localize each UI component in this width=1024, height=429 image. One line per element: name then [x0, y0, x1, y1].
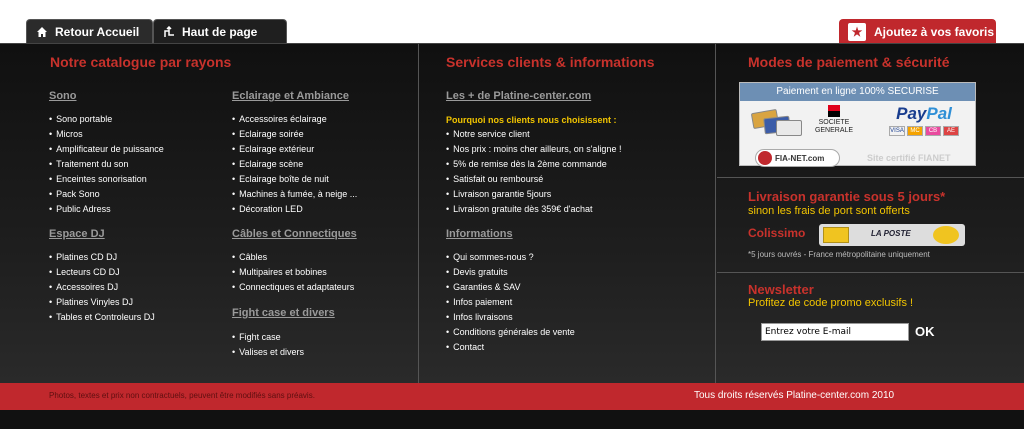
copyright-text: Tous droits réservés Platine-center.com 2010: [694, 390, 895, 401]
list-item-link[interactable]: • Multipaires et bobines: [232, 265, 354, 280]
list-item-link[interactable]: • Micros: [49, 127, 164, 142]
arrow-up-icon: [162, 25, 176, 39]
category-cables-link[interactable]: Câbles et Connectiques: [232, 228, 357, 240]
delivery-subtitle: sinon les frais de port sont offerts: [748, 205, 910, 217]
informations-list: [446, 250, 575, 355]
informations-link[interactable]: Informations: [446, 228, 513, 240]
list-item-link[interactable]: • Accessoires DJ: [49, 280, 155, 295]
list-item-link[interactable]: • Garanties & SAV: [446, 280, 575, 295]
envelope-icon: [823, 227, 849, 243]
star-icon: ★: [848, 23, 866, 41]
sg-line1: SOCIETE: [818, 119, 850, 126]
copyright-bar: [0, 383, 1024, 410]
why-choose-us-text: Pourquoi nos clients nous choisissent :: [446, 115, 617, 125]
eclairage-list: [232, 112, 357, 217]
list-item-link[interactable]: • Eclairage soirée: [232, 127, 357, 142]
delivery-title: Livraison garantie sous 5 jours*: [748, 189, 946, 204]
list-item-link[interactable]: • Fight case: [232, 330, 304, 345]
societe-generale-logo: [804, 105, 864, 135]
list-item-link[interactable]: • Contact: [446, 340, 575, 355]
list-item-link[interactable]: • Lecteurs CD DJ: [49, 265, 155, 280]
newsletter-subtitle: Profitez de code promo exclusifs !: [748, 297, 914, 309]
category-eclairage-link[interactable]: Eclairage et Ambiance: [232, 90, 349, 102]
list-item-link[interactable]: • Infos livraisons: [446, 310, 575, 325]
fianet-logo-icon: [758, 151, 772, 165]
la-poste-bird-icon: [933, 226, 959, 244]
societe-generale-square-icon: [828, 105, 840, 117]
list-item-link[interactable]: • 5% de remise dès la 2ème commande: [446, 157, 621, 172]
list-item-link[interactable]: • Enceintes sonorisation: [49, 172, 164, 187]
list-item-link[interactable]: • Platines Vinyles DJ: [49, 295, 155, 310]
cables-list: [232, 250, 354, 295]
top-of-page-tab[interactable]: [153, 19, 287, 43]
sg-line2: GENERALE: [814, 127, 854, 134]
visa-icon: VISA: [890, 128, 904, 134]
secure-payment-header: Paiement en ligne 100% SECURISE: [740, 83, 975, 101]
catalogue-title: Notre catalogue par rayons: [50, 54, 232, 70]
la-poste-logo: [819, 224, 965, 246]
la-poste-text: LA POSTE: [871, 229, 911, 238]
platine-center-plus-link[interactable]: Les + de Platine-center.com: [446, 90, 592, 102]
list-item-link[interactable]: • Tables et Controleurs DJ: [49, 310, 155, 325]
list-item-link[interactable]: • Connectiques et adaptateurs: [232, 280, 354, 295]
list-item-link[interactable]: • Machines à fumée, à neige ...: [232, 187, 357, 202]
list-item-link[interactable]: • Livraison garantie 5jours: [446, 187, 621, 202]
category-fightcase-link[interactable]: Fight case et divers: [232, 307, 335, 319]
services-column: [420, 44, 716, 384]
list-item-link[interactable]: • Décoration LED: [232, 202, 357, 217]
fianet-certified-text: Site certifié FIANET: [867, 153, 951, 163]
list-item-link[interactable]: • Nos prix : moins cher ailleurs, on s'aligne !: [446, 142, 621, 157]
list-item-link[interactable]: • Satisfait ou remboursé: [446, 172, 621, 187]
colissimo-label: Colissimo: [748, 226, 806, 240]
fightcase-list: [232, 330, 304, 360]
credit-cards-icon: [752, 111, 802, 137]
fianet-label: FIA-NET.com: [775, 153, 825, 163]
payment-title: Modes de paiement & sécurité: [748, 54, 950, 70]
newsletter-email-input[interactable]: [761, 323, 909, 341]
top-of-page-label: Haut de page: [182, 24, 258, 39]
site-footer-main: [0, 43, 1024, 383]
add-favorites-tab[interactable]: [839, 19, 996, 43]
mastercard-icon: MC: [907, 126, 923, 136]
list-item-link[interactable]: • Eclairage boîte de nuit: [232, 172, 357, 187]
home-tab[interactable]: [26, 19, 153, 43]
list-item-link[interactable]: • Eclairage extérieur: [232, 142, 357, 157]
divider: [717, 272, 1024, 273]
add-favorites-label: Ajoutez à vos favoris: [874, 24, 995, 39]
bottom-strip: [0, 410, 1024, 429]
category-espace-dj-link[interactable]: Espace DJ: [49, 228, 105, 240]
list-item-link[interactable]: • Amplificateur de puissance: [49, 142, 164, 157]
list-item-link[interactable]: • Notre service client: [446, 127, 621, 142]
cb-icon: CB: [925, 126, 941, 136]
list-item-link[interactable]: • Public Adress: [49, 202, 164, 217]
list-item-link[interactable]: • Conditions générales de vente: [446, 325, 575, 340]
list-item-link[interactable]: • Eclairage scène: [232, 157, 357, 172]
advantages-list: [446, 127, 621, 217]
fianet-badge[interactable]: [755, 149, 840, 167]
top-tab-bar: [0, 0, 1024, 43]
newsletter-title: Newsletter: [748, 282, 814, 297]
list-item-link[interactable]: • Platines CD DJ: [49, 250, 155, 265]
newsletter-ok-button[interactable]: OK: [915, 324, 935, 339]
paypal-logo: [875, 104, 973, 136]
list-item-link[interactable]: • Traitement du son: [49, 157, 164, 172]
list-item-link[interactable]: • Valises et divers: [232, 345, 304, 360]
paypal-pal-text: Pal: [926, 104, 952, 123]
delivery-note: *5 jours ouvrés - France métropolitaine uniquement: [748, 250, 930, 259]
espace-dj-list: [49, 250, 155, 325]
list-item-link[interactable]: • Pack Sono: [49, 187, 164, 202]
sono-list: [49, 112, 164, 217]
card-logos-row: [875, 126, 973, 136]
card-icon: [776, 120, 802, 136]
services-title: Services clients & informations: [446, 54, 655, 70]
home-icon: [35, 25, 49, 39]
disclaimer-text: Photos, textes et prix non contractuels, peuvent être modifiés sans préavis.: [49, 391, 315, 400]
list-item-link[interactable]: • Devis gratuits: [446, 265, 575, 280]
payment-column: [717, 44, 1024, 384]
category-sono-link[interactable]: Sono: [49, 90, 77, 102]
paypal-pay-text: Pay: [896, 104, 927, 123]
home-tab-label: Retour Accueil: [55, 24, 140, 39]
list-item-link[interactable]: • Livraison gratuite dès 359€ d'achat: [446, 202, 621, 217]
list-item-link[interactable]: • Infos paiement: [446, 295, 575, 310]
list-item-link[interactable]: • Sono portable: [49, 112, 164, 127]
divider: [717, 177, 1024, 178]
list-item-link[interactable]: • Qui sommes-nous ?: [446, 250, 575, 265]
amex-icon: AE: [943, 126, 959, 136]
list-item-link[interactable]: • Câbles: [232, 250, 354, 265]
catalogue-column: [0, 44, 419, 384]
list-item-link[interactable]: • Accessoires éclairage: [232, 112, 357, 127]
